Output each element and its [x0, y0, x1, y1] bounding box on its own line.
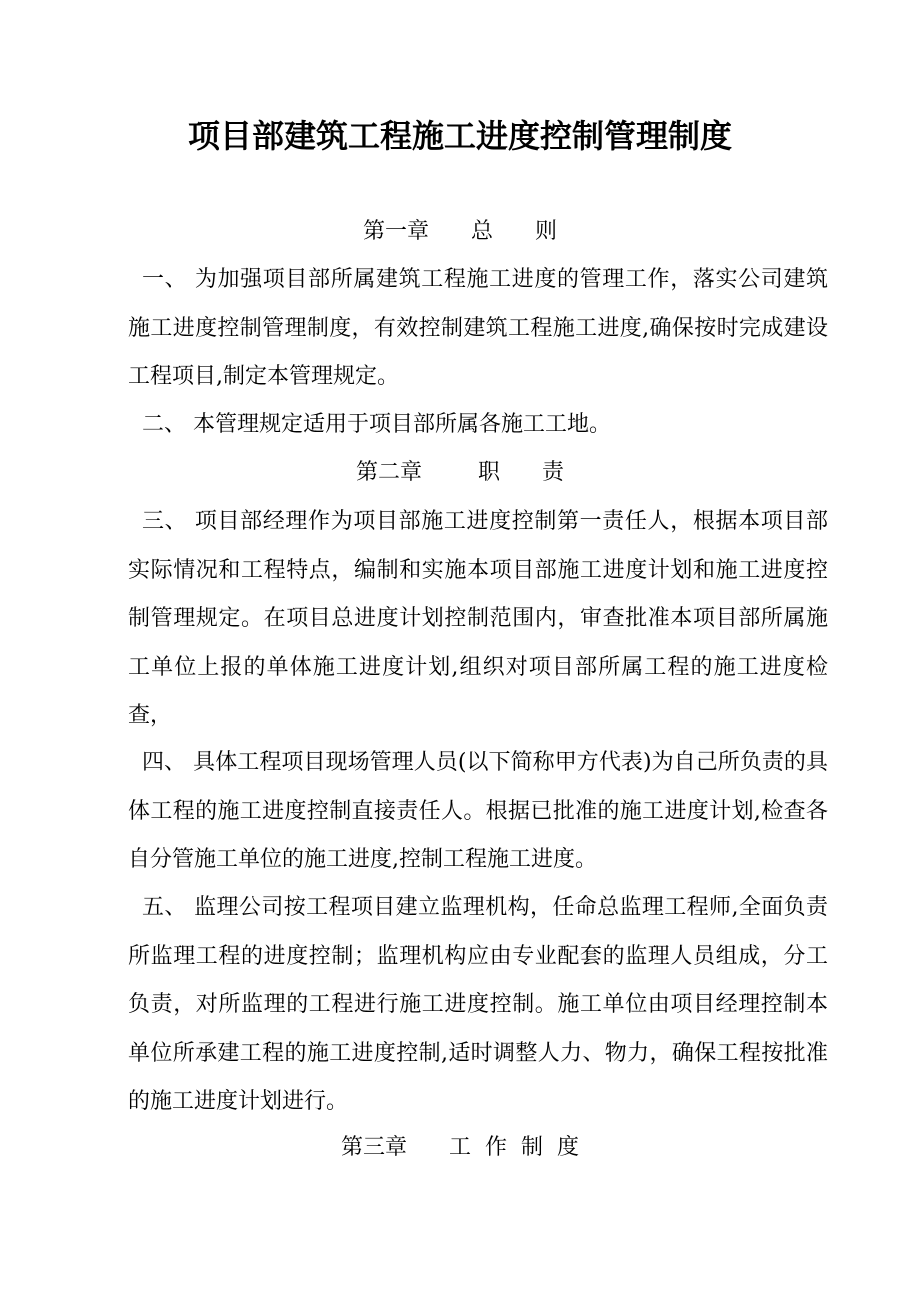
- paragraph-4: 四、 具体工程项目现场管理人员(以下简称甲方代表)为自己所负责的具体工程的施工进度控制直接责任人。根据已批准的施工进度计划,检查各自分管施工单位的施工进度,控制工程施工进度。: [128, 750, 828, 872]
- document-title: 项目部建筑工程施工进度控制管理制度: [187, 117, 732, 155]
- paragraph-1: 一、 为加强项目部所属建筑工程施工进度的管理工作，落实公司建筑施工进度控制管理制度，有效控制建筑工程施工进度,确保按时完成建设工程项目,制定本管理规定。: [128, 267, 828, 389]
- paragraph-2: 二、 本管理规定适用于项目部所属各施工工地。: [142, 412, 611, 437]
- chapter-3-heading: 第三章 工 作 制 度: [341, 1135, 579, 1160]
- paragraph-5: 五、 监理公司按工程项目建立监理机构，任命总监理工程师,全面负责所监理工程的进度控制；监理机构应由专业配套的监理人员组成，分工负责，对所监理的工程进行施工进度控制。施工单位由项目经理控制本单位所承建工程的施工进度控制,适时调整人力、物力，确保工程按批准的施工进度计划进行。: [128, 895, 828, 1114]
- chapter-2-heading: 第二章 职 责: [356, 460, 564, 485]
- paragraph-3: 三、 项目部经理作为项目部施工进度控制第一责任人，根据本项目部实际情况和工程特点，编制和实施本项目部施工进度计划和施工进度控制管理规定。在项目总进度计划控制范围内，审查批准本项目部所属施工单位上报的单体施工进度计划,组织对项目部所属工程的施工进度检查，: [128, 509, 828, 728]
- chapter-1-heading: 第一章 总 则: [363, 219, 557, 244]
